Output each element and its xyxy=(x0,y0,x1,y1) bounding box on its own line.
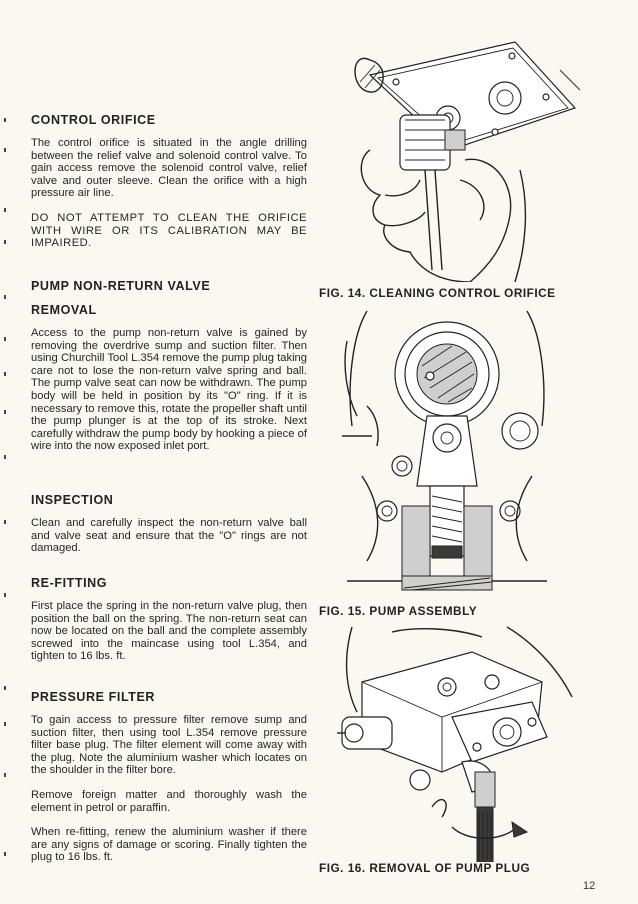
section-paragraph: Access to the pump non-return valve is gained by removing the overdrive sump and suction filter. Then using Churchill Tool L.354 remove the pump plug taking care not to lose the non-return valve spring and ball. The pump valve seat can now be withdrawn. The pump body will be held in position by its "O" ring. If it is necessary to remove this, rotate the propeller shaft until the pump plunger is at the top of its stroke. Next carefully withdraw the pump body by hooking a piece of wire into the now exposed inlet port. xyxy=(31,327,307,453)
margin-mark xyxy=(4,240,6,244)
fig14-illustration xyxy=(330,20,600,282)
margin-mark xyxy=(4,686,6,690)
section-heading: PRESSURE FILTER xyxy=(31,690,156,704)
margin-mark xyxy=(4,118,6,122)
margin-mark xyxy=(4,773,6,777)
margin-mark xyxy=(4,722,6,726)
section-re-fitting xyxy=(31,576,307,663)
section-paragraph: Remove foreign matter and thoroughly wash the element in petrol or paraffin. xyxy=(31,788,307,814)
page-number: 12 xyxy=(583,880,596,892)
margin-mark xyxy=(4,295,6,299)
margin-mark xyxy=(4,455,6,459)
margin-mark xyxy=(4,593,6,597)
fig15-caption: FIG. 15. PUMP ASSEMBLY xyxy=(319,604,478,618)
section-subheading: REMOVAL xyxy=(31,303,97,317)
section-paragraph: Clean and carefully inspect the non-return valve ball and valve seat and ensure that the "O" rings are not damaged. xyxy=(31,517,307,555)
section-inspection xyxy=(31,493,307,555)
margin-mark xyxy=(4,372,6,376)
section-paragraph: The control orifice is situated in the angle drilling between the relief valve and solenoid control valve. To gain access remove the solenoid control valve, relief valve and outer sleeve. Clean the orifice with a high pressure air line. xyxy=(31,137,307,200)
margin-mark xyxy=(4,148,6,152)
fig15-illustration xyxy=(342,306,552,594)
section-pump-non-return-valve xyxy=(31,279,307,453)
margin-mark xyxy=(4,852,6,856)
section-pressure-filter xyxy=(31,690,307,864)
margin-mark xyxy=(4,410,6,414)
section-control-orifice xyxy=(31,113,307,250)
fig16-caption: FIG. 16. REMOVAL OF PUMP PLUG xyxy=(319,861,531,875)
section-paragraph: When re-fitting, renew the aluminium washer if there are any signs of damage or scoring. Finally tighten the plug to 16 lbs. ft. xyxy=(31,826,307,864)
section-paragraph: First place the spring in the non-return valve plug, then position the ball on the spring. The non-return seat can now be located on the ball and the complete assembly screwed into the maincase using tool L.354, and tighten to 16 lbs. ft. xyxy=(31,600,307,663)
fig14-caption: FIG. 14. CLEANING CONTROL ORIFICE xyxy=(319,286,556,300)
margin-mark xyxy=(4,337,6,341)
margin-mark xyxy=(4,208,6,212)
warning-paragraph: DO NOT ATTEMPT TO CLEAN THE ORIFICE WITH WIRE OR ITS CALIBRATION MAY BE IMPAIRED. xyxy=(31,211,307,250)
section-heading: INSPECTION xyxy=(31,493,114,507)
section-heading: RE-FITTING xyxy=(31,576,108,590)
margin-mark xyxy=(4,520,6,524)
section-heading: CONTROL ORIFICE xyxy=(31,113,156,127)
section-paragraph: To gain access to pressure filter remove sump and suction filter, then using tool L.354 remove pressure filter base plug. The filter element will come away with the plug. Note the aluminium washer which locates on the shoulder in the filter bore. xyxy=(31,714,307,777)
fig16-illustration xyxy=(332,622,582,862)
section-heading: PUMP NON-RETURN VALVE xyxy=(31,279,211,293)
